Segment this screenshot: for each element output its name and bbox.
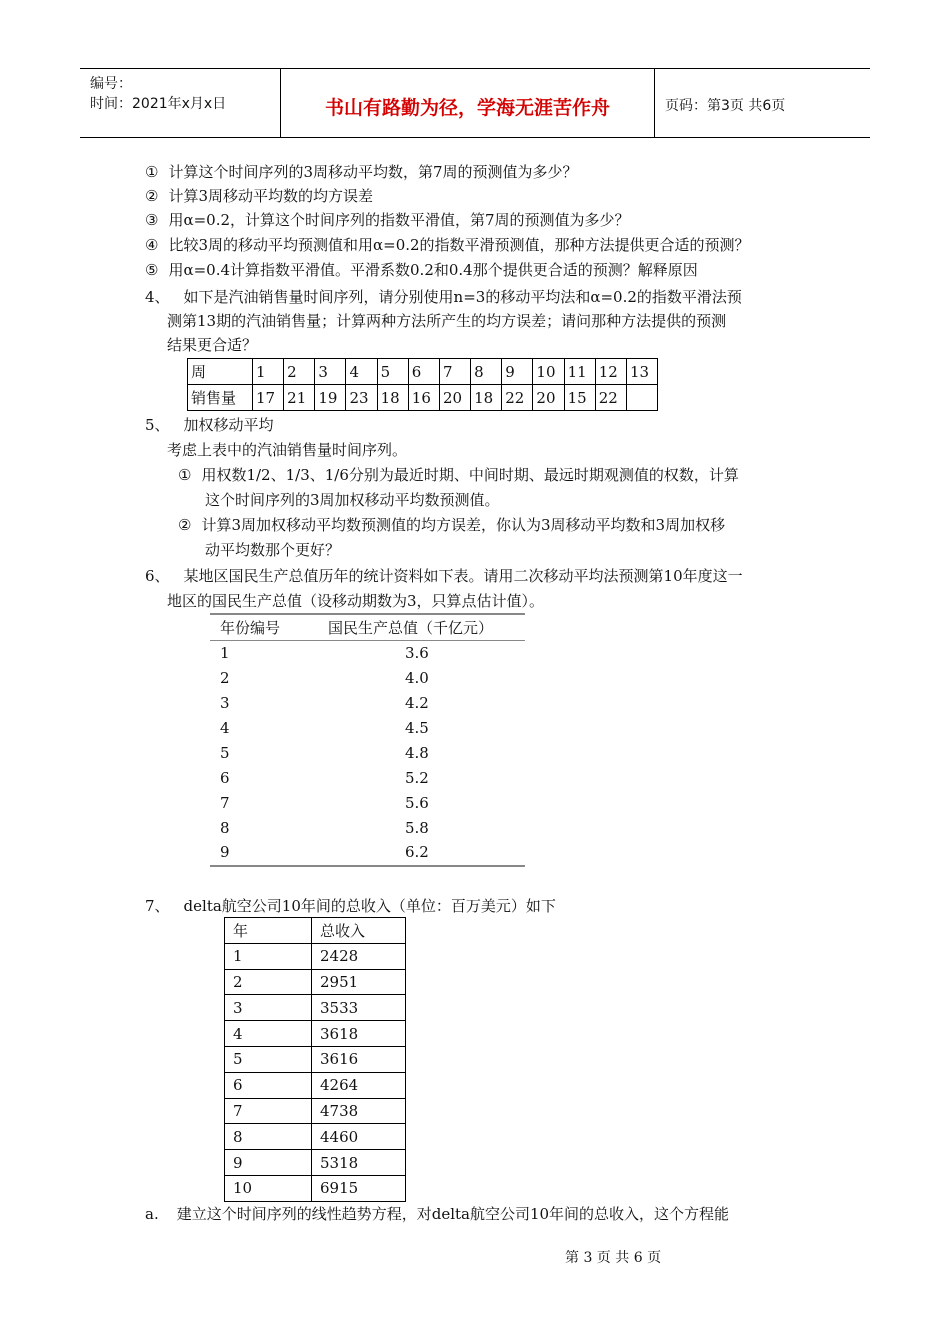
table-cell: 5 xyxy=(225,1046,312,1072)
table-row xyxy=(225,1046,406,1072)
table-cell: 1 xyxy=(253,359,284,385)
table-cell: 5 xyxy=(220,743,230,762)
table-row xyxy=(225,943,406,969)
table-row xyxy=(225,1150,406,1176)
table-row xyxy=(188,385,658,411)
header-page-cell xyxy=(655,69,870,137)
table-cell: 1 xyxy=(220,644,230,663)
table-cell: 22 xyxy=(595,385,626,411)
number-label: 编号： xyxy=(90,76,132,92)
time-label: 时间：2021年x月x日 xyxy=(90,96,227,112)
table-header-row xyxy=(210,614,525,640)
table-cell: 3618 xyxy=(312,1021,406,1047)
table-row xyxy=(225,1098,406,1124)
table-cell: 2428 xyxy=(312,943,406,969)
table-row xyxy=(225,1124,406,1150)
table-cell: 10 xyxy=(225,1175,312,1201)
table-cell: 2 xyxy=(284,359,315,385)
table-cell: 7 xyxy=(225,1098,312,1124)
table-cell: 18 xyxy=(471,385,502,411)
table-cell: 5.8 xyxy=(405,818,429,837)
table-cell: 4738 xyxy=(312,1098,406,1124)
q3-item-4: ④ 比较3周的移动平均预测值和用α=0.2的指数平滑预测值，那种方法提供更合适的预测？ xyxy=(145,236,750,254)
table-cell: 3533 xyxy=(312,995,406,1021)
q6-line-2: 地区的国民生产总值（设移动期数为3，只算点估计值）。 xyxy=(167,592,545,610)
table-cell: 15 xyxy=(564,385,595,411)
table-cell: 8 xyxy=(220,818,230,837)
table-cell: 6 xyxy=(220,768,230,787)
table-cell: 4.2 xyxy=(405,694,429,713)
gnp-table xyxy=(210,613,525,867)
table-row xyxy=(188,359,658,385)
header-meta xyxy=(80,69,281,137)
table-cell: 6 xyxy=(408,359,439,385)
table-row xyxy=(210,740,525,765)
table-cell: 4 xyxy=(220,719,230,737)
table-cell: 4 xyxy=(346,359,377,385)
table-row xyxy=(210,815,525,840)
table-cell: 9 xyxy=(225,1150,312,1176)
table-cell: 5318 xyxy=(312,1150,406,1176)
delta-revenue-table xyxy=(224,917,406,1202)
table-cell: 5.2 xyxy=(405,768,429,787)
table-cell: 3 xyxy=(225,995,312,1021)
header-cell: 年份编号 xyxy=(210,614,308,640)
table-cell: 1 xyxy=(225,943,312,969)
q3-item-1: ① 计算这个时间序列的3周移动平均数，第7周的预测值为多少？ xyxy=(145,163,578,181)
table-row xyxy=(225,1072,406,1098)
table-cell: 5.6 xyxy=(405,793,429,812)
table-cell: 21 xyxy=(284,385,315,411)
header-motto-cell xyxy=(281,69,655,137)
table-cell: 13 xyxy=(627,359,658,385)
table-cell: 4.0 xyxy=(405,669,429,688)
table-row xyxy=(210,691,525,716)
q4-line-1: 4、 如下是汽油销售量时间序列，请分别使用n=3的移动平均法和α=0.2的指数平滑法预 xyxy=(145,288,742,306)
table-cell: 2 xyxy=(220,669,230,688)
table-cell: 20 xyxy=(439,385,470,411)
table-cell: 9 xyxy=(502,359,533,385)
table-row xyxy=(210,640,525,665)
table-cell: 2951 xyxy=(312,969,406,995)
table-cell: 10 xyxy=(533,359,564,385)
table-cell: 4460 xyxy=(312,1124,406,1150)
table-cell: 销售量 xyxy=(188,385,253,411)
header-cell: 年 xyxy=(225,918,312,944)
table-cell: 7 xyxy=(220,793,230,812)
motto: 书山有路勤为径，学海无涯苦作舟 xyxy=(324,97,610,119)
table-row xyxy=(225,1021,406,1047)
gasoline-sales-table xyxy=(187,358,658,411)
q6-line-1: 6、 某地区国民生产总值历年的统计资料如下表。请用二次移动平均法预测第10年度这一 xyxy=(145,567,743,585)
table-row xyxy=(225,995,406,1021)
table-row xyxy=(210,840,525,866)
table-cell: 8 xyxy=(471,359,502,385)
q3-item-5: ⑤ 用α=0.4计算指数平滑值。平滑系数0.2和0.4那个提供更合适的预测？解释原因 xyxy=(145,261,698,279)
q4-line-2: 测第13期的汽油销售量；计算两种方法所产生的均方误差；请问那种方法提供的预测 xyxy=(167,312,727,330)
table-row xyxy=(225,969,406,995)
table-cell: 5 xyxy=(377,359,408,385)
q5-title: 5、 加权移动平均 xyxy=(145,416,274,434)
q7-line: 7、 delta航空公司10年间的总收入（单位：百万美元）如下 xyxy=(145,897,556,915)
table-cell: 3616 xyxy=(312,1046,406,1072)
q5-item-1-line-1: ① 用权数1/2、1/3、1/6分别为最近时期、中间时期、最远时期观测值的权数，计算 xyxy=(178,466,739,484)
q5-item-2-line-2: 动平均数那个更好？ xyxy=(205,541,341,559)
q5-item-1-line-2: 这个时间序列的3周加权移动平均数预测值。 xyxy=(205,491,500,509)
table-cell: 4 xyxy=(225,1021,312,1047)
page-label: 页码：第3页 共6页 xyxy=(665,98,786,114)
table-cell: 23 xyxy=(346,385,377,411)
table-row xyxy=(210,716,525,741)
table-cell: 17 xyxy=(253,385,284,411)
table-cell: 7 xyxy=(439,359,470,385)
table-row xyxy=(210,765,525,790)
table-row xyxy=(210,666,525,691)
table-row xyxy=(225,1175,406,1201)
table-cell: 8 xyxy=(225,1124,312,1150)
table-cell: 3 xyxy=(220,694,230,713)
table-cell: 2 xyxy=(225,969,312,995)
table-cell: 周 xyxy=(188,359,253,385)
table-cell: 4.8 xyxy=(405,743,429,762)
table-cell: 12 xyxy=(595,359,626,385)
table-cell: 4.5 xyxy=(405,719,429,737)
table-cell: 9 xyxy=(220,843,230,862)
q3-item-2: ② 计算3周移动平均数的均方误差 xyxy=(145,187,373,205)
header-cell: 国民生产总值（千亿元） xyxy=(308,614,525,640)
table-cell xyxy=(627,385,658,411)
table-cell: 22 xyxy=(502,385,533,411)
table-cell: 11 xyxy=(564,359,595,385)
table-cell: 3 xyxy=(315,359,346,385)
table-cell: 20 xyxy=(533,385,564,411)
table-row xyxy=(210,790,525,815)
table-cell: 16 xyxy=(408,385,439,411)
q7-part-a: a. 建立这个时间序列的线性趋势方程，对delta航空公司10年间的总收入，这个方程能 xyxy=(145,1205,730,1223)
table-cell: 4264 xyxy=(312,1072,406,1098)
q5-item-2-line-1: ② 计算3周加权移动平均数预测值的均方误差，你认为3周移动平均数和3周加权移 xyxy=(178,516,726,534)
table-cell: 6 xyxy=(225,1072,312,1098)
page-footer: 第 3 页 共 6 页 xyxy=(565,1250,662,1266)
table-header-row xyxy=(225,918,406,944)
table-cell: 6915 xyxy=(312,1175,406,1201)
table-cell: 6.2 xyxy=(405,843,429,862)
page-header xyxy=(80,68,870,138)
q5-intro: 考虑上表中的汽油销售量时间序列。 xyxy=(167,441,408,459)
table-cell: 18 xyxy=(377,385,408,411)
q3-item-3: ③ 用α=0.2，计算这个时间序列的指数平滑值，第7周的预测值为多少？ xyxy=(145,211,630,229)
header-cell: 总收入 xyxy=(312,918,406,944)
table-cell: 3.6 xyxy=(405,644,429,663)
table-cell: 19 xyxy=(315,385,346,411)
q4-line-3: 结果更合适？ xyxy=(167,336,258,354)
